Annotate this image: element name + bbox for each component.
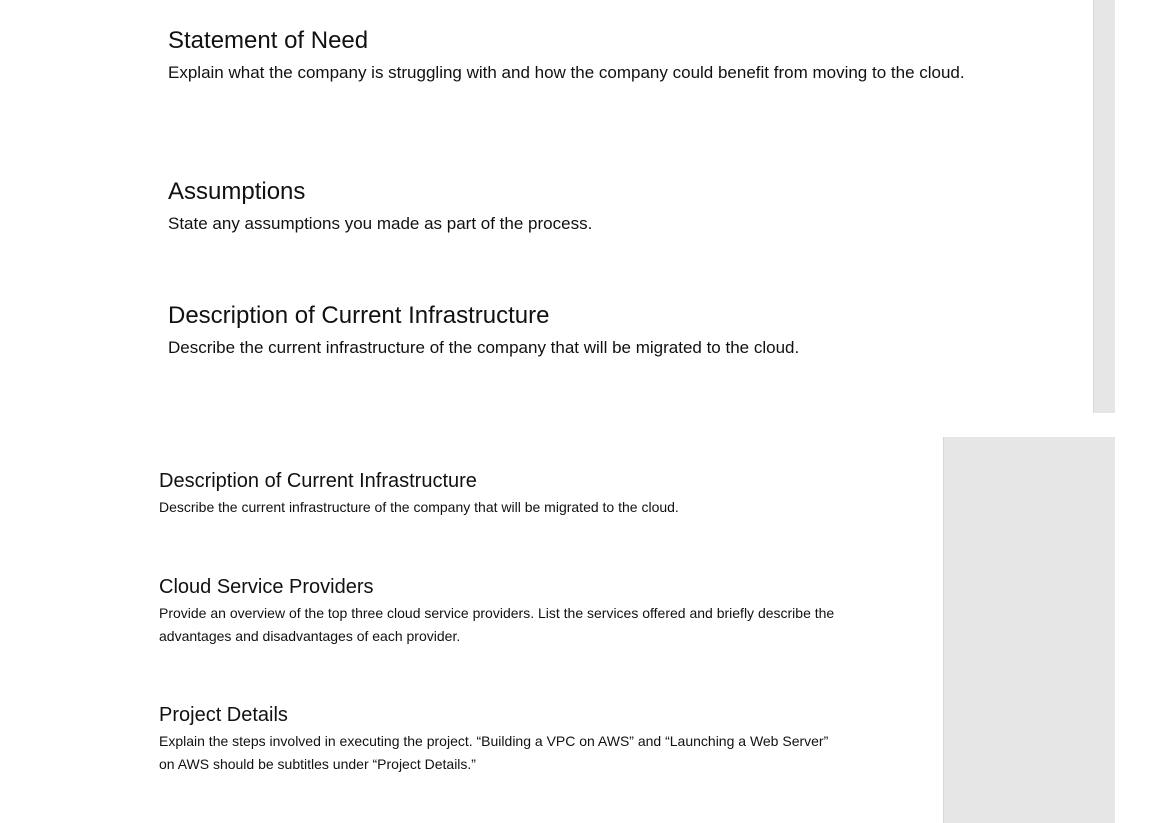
section-current-infrastructure-bottom xyxy=(159,468,839,519)
heading-current-infrastructure-top: Description of Current Infrastructure xyxy=(168,302,550,329)
heading-project-details: Project Details xyxy=(159,704,288,726)
heading-assumptions: Assumptions xyxy=(168,178,306,205)
body-statement-of-need: Explain what the company is struggling with and how the company could benefit from moving to the cloud. xyxy=(168,63,965,82)
body-project-details: Explain the steps involved in executing the project. “Building a VPC on AWS” and “Launching a Web Server” on AWS should be subtitles under “Project Details.” xyxy=(159,733,829,772)
body-cloud-service-providers: Provide an overview of the top three cloud service providers. List the services offered and briefly describe the advantages and disadvantages of each provider. xyxy=(159,605,835,644)
section-cloud-service-providers xyxy=(159,574,839,648)
body-assumptions: State any assumptions you made as part of the process. xyxy=(168,214,593,233)
section-project-details xyxy=(159,702,839,776)
section-assumptions xyxy=(168,177,968,237)
bottom-side-pane xyxy=(943,437,1115,823)
heading-statement-of-need: Statement of Need xyxy=(168,27,369,54)
heading-current-infrastructure-bottom: Description of Current Infrastructure xyxy=(159,470,477,492)
section-current-infrastructure-top xyxy=(168,301,968,361)
top-side-pane xyxy=(1093,0,1115,413)
body-current-infrastructure-bottom: Describe the current infrastructure of the company that will be migrated to the cloud. xyxy=(159,499,679,515)
body-current-infrastructure-top: Describe the current infrastructure of the company that will be migrated to the cloud. xyxy=(168,338,800,357)
section-statement-of-need xyxy=(168,26,968,86)
heading-cloud-service-providers: Cloud Service Providers xyxy=(159,576,374,598)
